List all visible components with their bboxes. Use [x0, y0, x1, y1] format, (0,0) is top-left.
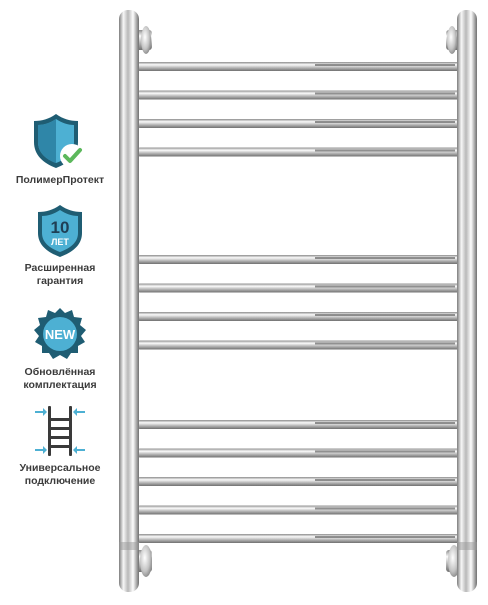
rung-10 — [136, 449, 462, 458]
right-collector — [457, 10, 477, 592]
towel-rail-image — [110, 0, 488, 600]
rung-highlight — [315, 150, 455, 152]
rung-highlight — [315, 64, 455, 66]
rung-highlight — [315, 286, 455, 288]
badge-text: NEW — [44, 327, 76, 342]
rung-9 — [136, 420, 462, 429]
feature-polymerprotect — [0, 112, 120, 187]
feature-warranty — [0, 204, 120, 288]
feature-new-kit — [0, 306, 120, 392]
rung-3 — [136, 119, 462, 128]
rung-7 — [136, 312, 462, 321]
rung-1 — [136, 62, 462, 71]
rung-highlight — [315, 422, 455, 424]
ladder-connection-icon — [32, 402, 88, 458]
rung-highlight — [315, 314, 455, 316]
rung-highlight — [315, 93, 455, 95]
rung-5 — [136, 255, 462, 264]
warranty-10-years-badge-icon — [36, 204, 84, 258]
rung-highlight — [315, 479, 455, 481]
rung-highlight — [315, 508, 455, 510]
feature-label: Универсальное подключение — [19, 462, 101, 487]
badge-text: ЛЕТ — [51, 237, 69, 247]
feature-list — [0, 0, 120, 600]
feature-universal-connection — [0, 402, 120, 488]
feature-label: Обновлённая комплектация — [23, 366, 97, 391]
new-badge-icon — [32, 306, 88, 362]
rung-2 — [136, 91, 462, 100]
rung-13 — [136, 534, 462, 543]
feature-label: ПолимерПротект — [15, 174, 105, 186]
rung-6 — [136, 284, 462, 293]
rung-12 — [136, 506, 462, 515]
rung-11 — [136, 477, 462, 486]
shield-check-icon — [32, 112, 88, 170]
badge-number: 10 — [50, 218, 70, 237]
towel-rail-illustration — [110, 0, 488, 600]
left-collector — [119, 10, 139, 592]
rung-highlight — [315, 536, 455, 538]
feature-label: Расширенная гарантия — [24, 262, 96, 287]
rung-highlight — [315, 121, 455, 123]
rung-highlight — [315, 451, 455, 453]
rung-8 — [136, 341, 462, 350]
rung-highlight — [315, 257, 455, 259]
rung-4 — [136, 148, 462, 157]
rung-group — [136, 62, 462, 543]
rung-highlight — [315, 343, 455, 345]
